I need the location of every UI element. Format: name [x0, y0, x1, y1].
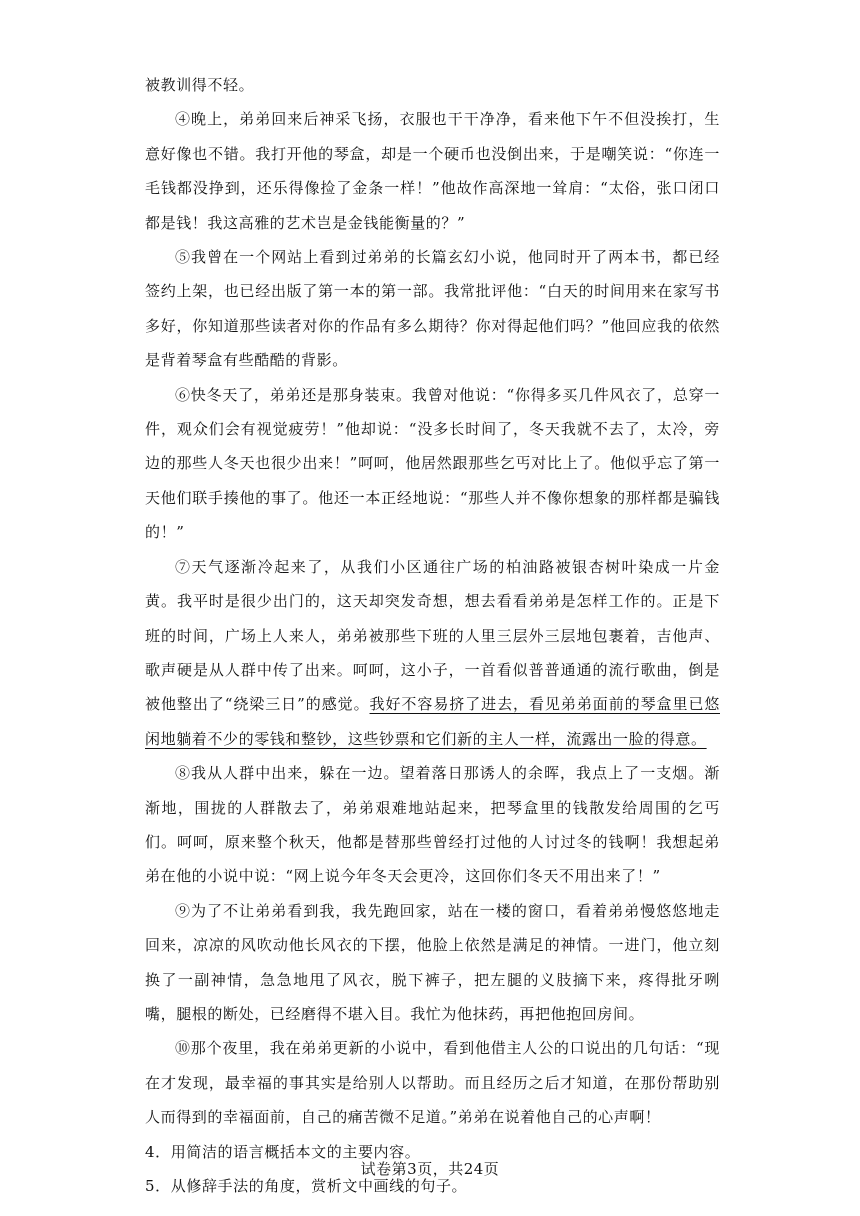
paragraph-7 — [145, 550, 720, 756]
paragraph-text: 被教训得不轻。 — [145, 76, 255, 94]
paragraph-text: ⑦天气逐渐冷起来了，从我们小区通往广场的柏油路被银杏树叶染成一片金黄。我平时是很少出门的，这天却突发奇想，想去看看弟弟是怎样工作的。正是下班的时间，广场上人来人，弟弟被那些下班的人里三层外三层地包裹着，吉他声、歌声硬是从人群中传了出来。呵呵，这小子，一首看似普普通通的流行歌曲，倒是被他整出了“绕梁三日”的感觉。 — [145, 557, 720, 714]
paragraph-9 — [145, 894, 720, 1032]
paragraph-continued — [145, 68, 720, 102]
paragraph-10 — [145, 1031, 720, 1134]
paragraph-text: ⑤我曾在一个网站上看到过弟弟的长篇玄幻小说，他同时开了两本书，都已经签约上架，也已经出版了第一本的第一部。我常批评他：“白天的时间用来在家写书多好，你知道那些读者对你的作品有多么期待？你对得起他们吗？”他回应我的依然是背着琴盒有些酷酷的背影。 — [145, 248, 720, 370]
paragraph-5 — [145, 240, 720, 378]
page-footer: 试卷第3页，共24页 — [360, 1160, 500, 1178]
reading-passage — [145, 68, 720, 1203]
paragraph-text: ⑥快冬天了，弟弟还是那身装束。我曾对他说：“你得多买几件风衣了，总穿一件，观众们会有视觉疲劳！”他却说：“没多长时间了，冬天我就不去了，太冷，旁边的那些人冬天也很少出来！”呵呵，他居然跟那些乞丐对比上了。他似乎忘了第一天他们联手揍他的事了。他还一本正经地说：“那些人并不像你想象的那样都是骗钱的！” — [145, 385, 720, 542]
question-5: 5．从修辞手法的角度，赏析文中画线的句子。 — [145, 1177, 468, 1195]
paragraph-text: ⑨为了不让弟弟看到我，我先跑回家，站在一楼的窗口，看着弟弟慢悠悠地走回来，凉凉的风吹动他长风衣的下摆，他脸上依然是满足的神情。一进门，他立刻换了一副神情，急急地甩了风衣，脱下裤子，把左腿的义肢摘下来，疼得批牙咧嘴，腿根的断处，已经磨得不堪入目。我忙为他抹药，再把他抱回房间。 — [145, 901, 720, 1023]
paragraph-8 — [145, 756, 720, 894]
paragraph-text: ⑧我从人群中出来，躲在一边。望着落日那诱人的余晖，我点上了一支烟。渐渐地，围拢的人群散去了，弟弟艰难地站起来，把琴盒里的钱散发给周围的乞丐们。呵呵，原来整个秋天，他都是替那些曾经打过他的人讨过冬的钱啊！我想起弟弟在他的小说中说：“网上说今年冬天会更冷，这回你们冬天不用出来了！” — [145, 764, 720, 886]
paragraph-4 — [145, 102, 720, 240]
underlined-sentence: 我好不容易挤了进去，看见弟弟面前的琴盒里已悠闲地躺着不少的零钱和整钞，这些钞票和它们新的主人一样，流露出一脸的得意。 — [145, 695, 720, 748]
question-4: 4．用简洁的语言概括本文的主要内容。 — [145, 1142, 421, 1161]
paragraph-text: ⑩那个夜里，我在弟弟更新的小说中，看到他借主人公的口说出的几句话：“现在才发现，最幸福的事其实是给别人以帮助。而且经历之后才知道，在那份帮助别人而得到的幸福面前，自己的痛苦微不足道。”弟弟在说着他自己的心声啊！ — [145, 1039, 720, 1127]
paragraph-text: ④晚上，弟弟回来后神采飞扬，衣服也干干净净，看来他下午不但没挨打，生意好像也不错。我打开他的琴盒，却是一个硬币也没倒出来，于是嘲笑说：“你连一毛钱都没挣到，还乐得像捡了金条一样！”他故作高深地一耸肩：“太俗，张口闭口都是钱！我这高雅的艺术岂是金钱能衡量的？” — [145, 110, 720, 232]
paragraph-6 — [145, 378, 720, 550]
